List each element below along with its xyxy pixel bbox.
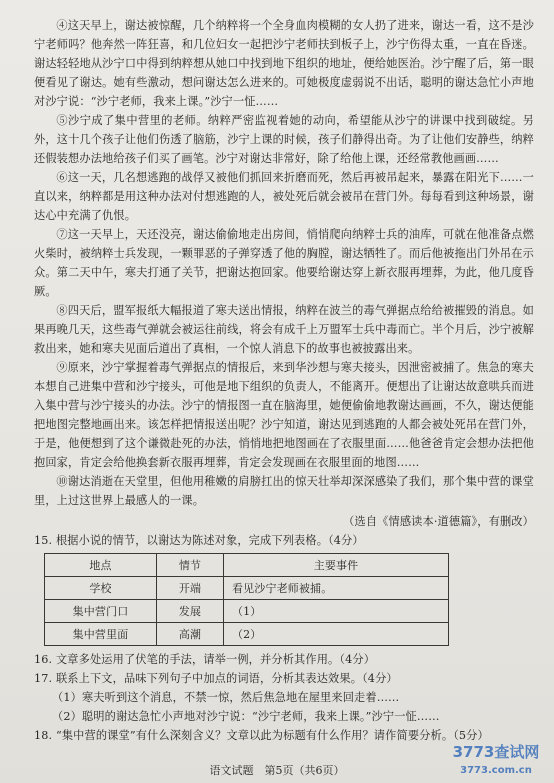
watermark-logo	[448, 740, 544, 778]
table-cell: （1）	[224, 600, 449, 623]
table-cell: 学校	[45, 577, 157, 600]
paragraph-6: ⑥这一天，几名想逃跑的战俘又被他们抓回来折磨而死，然后再被吊起来，暴露在阳光下……一直以来，纳粹都是用这种办法对付想逃跑的人，被处死后就会被吊在营门外。每每看到这种场景，谢达心中充满了仇恨。	[34, 171, 534, 222]
paragraph-8: ⑧四天后，盟军报纸大幅报道了寒夫送出情报，纳粹在波兰的毒气弹据点给给被摧毁的消息。如果再晚几天，这些毒气弹就会被运往前线，将会有成千上万盟军士兵中毒而亡。半个月后，沙宁被解救出来，她和寒夫见面后道出了真相，一个惊人消息下的故事也被披露出来。	[34, 304, 534, 355]
watermark-url: 3773.com.cn	[460, 765, 532, 776]
table-row	[45, 577, 449, 600]
page-footer: 语文试题 第5页（共6页）	[209, 764, 345, 777]
table-row	[45, 600, 449, 623]
question-18: 18. “集中营的课堂”有什么深刻含义？文章以此为标题有什么作用？请作简要分析。（5分）	[34, 729, 489, 742]
source-citation: （选自《情感读本·道德篇》，有删改）	[343, 515, 534, 528]
paragraph-7: ⑦这一天早上，天还没亮，谢达偷偷地走出房间，悄悄爬向纳粹士兵的油库，可就在他准备点燃火柴时，被纳粹士兵发现，一颗罪恶的子弹穿透了他的胸膛，谢达牺牲了。而后他被拖出门外吊在示众。第二天中午，寒夫打通了关节，把谢达抱回家。他要给谢达穿上新衣服再埋葬，为此，他几度昏厥。	[34, 228, 534, 298]
table-cell: （2）	[224, 623, 449, 646]
paragraph-10: ⑩谢达消逝在天堂里，但他用稚嫩的肩膀扛出的惊天壮举却深深感染了我们，那个集中营的课堂里，上过这世界上最感人的一课。	[34, 475, 534, 507]
table-cell: 发展	[157, 600, 224, 623]
paragraph-9: ⑨原来，沙宁掌握着毒气弹据点的情报后，来到华沙想与寒夫接头，因泄密被捕了。焦急的寒夫本想自己进集中营和沙宁接头，可他是地下组织的负责人，不能离开。便想出了让谢达故意哄兵而进入集中营与沙宁接头的办法。沙宁的情报图一直在脑海里，她便偷偷地教谢达画画，不久，谢达便能把地图完整地画出来。该怎样把情报送出呢？沙宁知道，谢达见到逃跑的人都会被处死吊在营门外，于是，他便想到了这个谦微赴死的办法，悄悄地把地图画在了衣服里面……他爸爸肯定会想办法把他抱回家，肯定会给他换套新衣服再埋葬，肯定会发现画在衣服里面的地图……	[34, 361, 534, 469]
table-header-cell: 情节	[157, 554, 224, 577]
table-header-cell: 主要事件	[224, 554, 449, 577]
paragraph-5: ⑤沙宁成了集中营里的老师。纳粹严密监视着她的动向，希望能从沙宁的讲课中找到破绽。另外，这十几个孩子让他们伤透了脑筋，沙宁上课的时候，孩子们静得出奇。为了让他们安静些，纳粹还假装想办法地给孩子们买了画笔。沙宁对谢达非常好，除了给他上课，还经常教他画画……	[34, 114, 534, 165]
table-cell: 集中营里面	[45, 623, 157, 646]
table-cell: 集中营门口	[45, 600, 157, 623]
table-cell: 看见沙宁老师被捕。	[224, 577, 449, 600]
paragraph-4: ④这天早上，谢达被惊醒，几个纳粹将一个全身血肉模糊的女人扔了进来，谢达一看，这不是沙宁老师吗？他奔然一阵狂喜，和几位妇女一起把沙宁老师扶到板子上，沙宁伤得太重，一直在昏迷。谢达轻轻地从沙宁口中得到纳粹想从她口中找到地下组织的地址，便给她医治。沙宁醒了后，第一眼便看见了谢达。她有些激动，想问谢达怎么进来的。可她极度虚弱说不出话，聪明的谢达急忙小声地对沙宁说：“沙宁老师，我来上课。”沙宁一怔……	[34, 19, 534, 108]
table-header-row	[45, 554, 449, 577]
table-row	[45, 623, 449, 646]
question-16: 16. 文章多处运用了伏笔的手法，请举一例，并分析其作用。（4分）	[34, 653, 376, 666]
question-17: 17. 联系上下文，品味下列句子中加点的词语，分析其表达效果。（4分）	[34, 672, 398, 685]
table-cell: 开端	[157, 577, 224, 600]
question-15: 15. 根据小说的情节，以谢达为陈述对象，完成下列表格。（4分）	[34, 534, 364, 547]
question-17-item-2: （2）聪明的谢达急忙小声地对沙宁说：“沙宁老师，我来上课。”沙宁一怔……	[52, 710, 440, 723]
watermark-logo-text: 3773查试网	[452, 743, 540, 761]
question-15-table	[44, 553, 449, 646]
table-cell: 高潮	[157, 623, 224, 646]
question-17-item-1: （1）寒夫听到这个消息，不禁一惊，然后焦急地在屋里来回走着……	[52, 691, 400, 704]
table-header-cell: 地点	[45, 554, 157, 577]
page-content	[34, 16, 534, 745]
